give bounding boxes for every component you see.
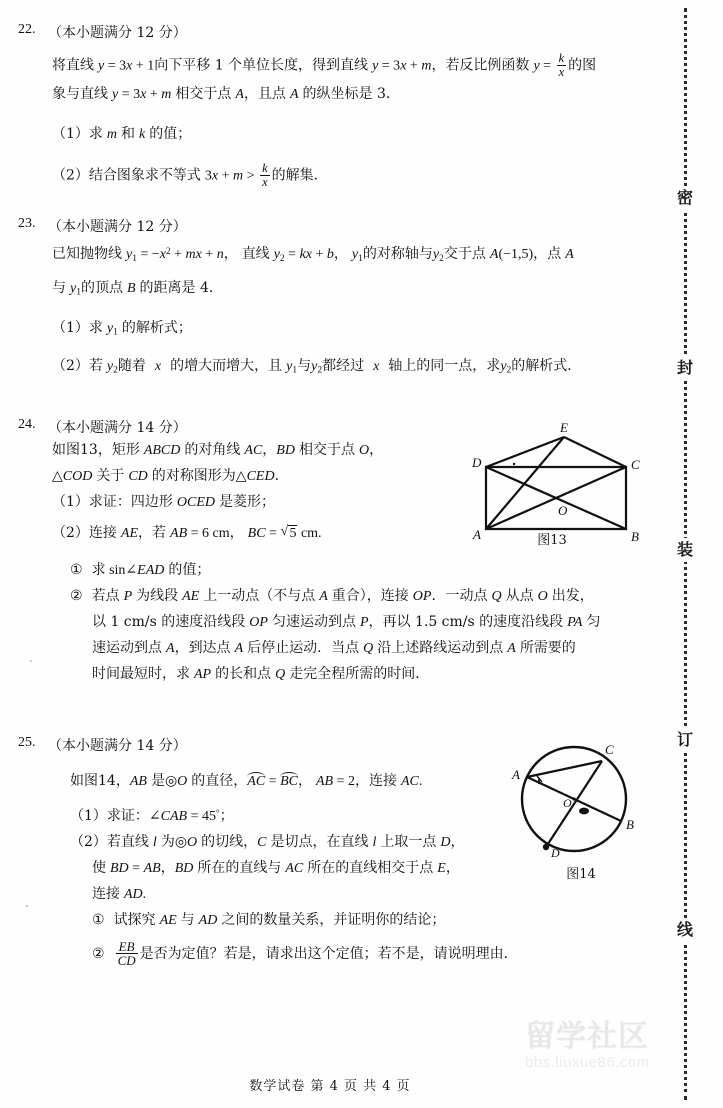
question-24-item-2-line-3: 速运动到点 A，到达点 A 后停止运动．当点 Q 沿上述路线运动到点 A 所需要的 [92,640,576,656]
question-25-part-2-line-2: 使 BD = AB，BD 所在的直线与 AC 所在的直线相交于点 E， [92,860,460,876]
question-22-number: 22. [18,22,36,37]
question-24-item-2: ② 若点 P 为线段 AE 上一动点（不与点 A 重合），连接 OP．一动点 Q 从点 O 出发， [70,588,594,604]
figure-13-caption: 图13 [537,533,567,548]
question-22-head: （本小题满分 12 分） [48,25,187,41]
seal-char-xian: 线 [676,918,694,942]
question-24-line-1: 如图13，矩形 ABCD 的对角线 AC，BD 相交于点 O， [52,442,384,458]
question-23-part-2: （2）若 $y_2$随着 x 的增大而增大，且 $y_1$与$y_2$都经过 x 轴上的同一点，求$y_2$的解析式． [52,358,582,376]
question-25-part-2-line-3: 连接 AD. [92,886,147,902]
svg-text:B: B [626,817,634,832]
question-23-line-2: 与 $y_1$的顶点 B 的距离是 4． [52,280,223,298]
question-24-item-2-line-4: 时间最短时，求 AP 的长和点 Q 走完全程所需的时间． [92,666,430,682]
question-22-line-2: 象与直线 y = 3x + m 相交于点 A，且点 A 的纵坐标是 3． [52,86,400,102]
question-25-number: 25. [18,735,36,750]
question-24-head: （本小题满分 14 分） [48,420,187,436]
question-23-part-1: （1）求 $y_1$ 的解析式； [52,320,192,338]
svg-text:A: A [512,767,520,782]
question-22-part-2: （2）结合图象求不等式 3x + m > $\frac{k}{x}$ 的解集． [52,161,328,189]
question-23-number: 23. [18,216,36,231]
page-footer: 数学试卷 第 4 页 共 4 页 [249,1079,411,1094]
figure-13 [468,419,648,551]
question-24-part-2: （2）连接 AE，若 AB = 6 cm， BC = √ 5 cm. [52,525,322,542]
svg-text:D: D [472,455,482,470]
question-24-part-1: （1）求证：四边形 OCED 是菱形； [52,494,276,510]
seal-char-mi: 密 [676,186,694,210]
seal-char-zhuang: 装 [676,538,694,562]
scan-speck [30,660,32,662]
figure-14-caption: 图14 [566,867,596,882]
question-23-head: （本小题满分 12 分） [48,219,187,235]
question-25-item-1: ① 试探究 AE 与 AD 之间的数量关系，并证明你的结论； [92,912,446,928]
watermark-title: 留学社区 [525,1019,649,1054]
question-22-part-1: （1）求 m 和 k 的值； [52,126,192,142]
question-24-item-1: ① 求 sin∠EAD 的值； [70,562,211,578]
svg-text:O: O [563,796,572,810]
question-25-item-2: ② $\frac{EB}{CD}$ 是否为定值？若是，请求出这个定值；若不是，请说明理由． [92,939,518,969]
svg-text:A: A [473,527,481,542]
seal-char-ding: 订 [676,728,694,752]
seal-char-feng: 封 [676,356,694,380]
question-25-part-2: （2）若直线 l 为◎O 的切线，C 是切点，在直线 l 上取一点 D， [70,834,465,850]
svg-text:C: C [605,742,614,757]
scan-speck [26,905,28,907]
question-22-line-1: 将直线 y = 3x + 1向下平移 1 个单位长度，得到直线 y = 3x + m，若反比例函数 y = $\frac{k}{x}$ 的图 [52,51,597,79]
question-24-line-2: △COD 关于 CD 的对称图形为△CED． [52,468,289,484]
question-23-line-1: 已知抛物线 $y_1 = -x^2$ + mx + n， 直线 $y_2$ = kx + b， $y_1$的对称轴与$y_2$交于点 A(−1,5)，点 A [52,246,574,264]
question-24-item-2-line-2: 以 1 cm/s 的速度沿线段 OP 匀速运动到点 P，再以 1.5 cm/s 的速度沿线段 PA 匀 [92,614,601,630]
svg-text:B: B [631,529,639,544]
question-25-part-1: （1）求证：∠CAB = 45°； [70,808,234,825]
seal-margin [660,0,723,1108]
question-24-number: 24. [18,417,36,432]
question-25-head: （本小题满分 14 分） [48,738,187,754]
watermark-url: bbs.liuxue86.com [525,1054,650,1071]
question-25-line-1: 如图14，AB 是◎O 的直径，AC = BC， AB = 2，连接 AC. [70,773,423,789]
svg-text:O: O [558,503,568,518]
figure-14 [506,737,656,887]
svg-text:E: E [560,420,568,435]
svg-text:D: D [551,846,560,860]
svg-text:C: C [631,457,640,472]
